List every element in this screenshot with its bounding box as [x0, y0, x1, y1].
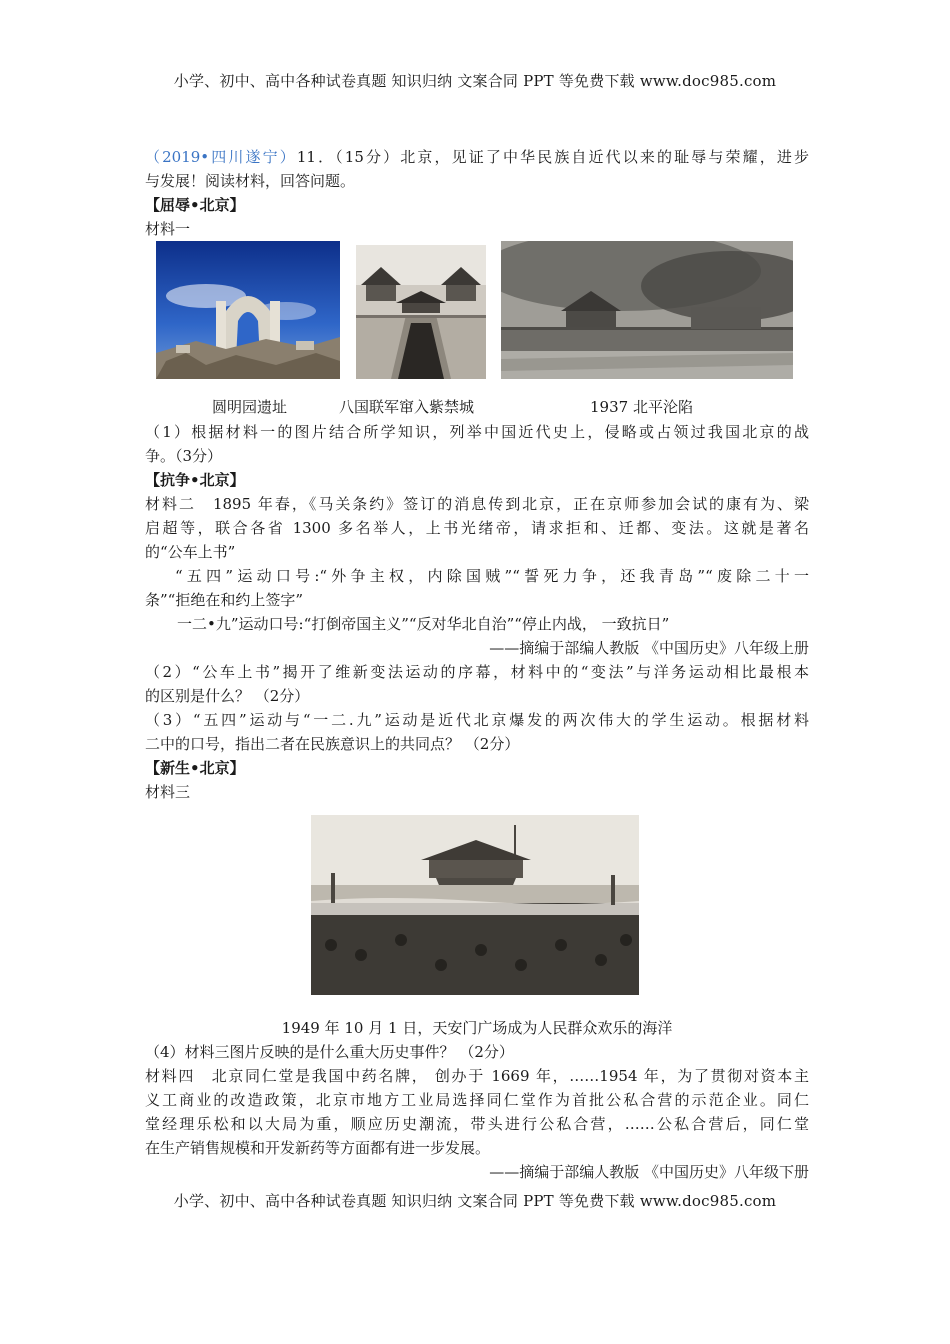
material-2-line-3: 的“公车上书”	[145, 543, 236, 561]
section-3-questions-and-material-4	[145, 1016, 809, 1184]
material-4-line-2: 义工商业的改造政策，北京市地方工业局选择同仁堂作为首批公私合营的示范企业。同仁	[145, 1091, 809, 1109]
material-4-line-3: 堂经理乐松和以大局为重，顺应历史潮流，带头进行公私合营，……公私合营后，同仁堂	[145, 1115, 809, 1133]
section-heading-new-birth: 【新生•北京】	[145, 759, 245, 777]
material-4-citation: ——摘编于部编人教版 《中国历史》八年级下册	[489, 1163, 809, 1181]
section-1-question-and-section-2	[145, 420, 809, 804]
intro-line-2: 与发展！阅读材料，回答问题。	[145, 172, 356, 190]
material-2-line-1: 材料二 1895 年春，《马关条约》签订的消息传到北京，正在京师参加会试的康有为、梁	[145, 495, 809, 513]
page-header: 小学、初中、高中各种试卷真题 知识归纳 文案合同 PPT 等免费下载 www.doc985.com	[173, 72, 777, 90]
material-2-december-ninth-slogans: 一二•九”运动口号:“打倒帝国主义”“反对华北自治”“停止内战， 一致抗日”	[177, 615, 670, 633]
photo-beiping-fall-1937	[501, 241, 793, 379]
caption-beiping-fall: 1937 北平沦陷	[590, 398, 693, 416]
intro-line-1: （2019•四川遂宁）11．（15分）北京，见证了中华民族自近代以来的耻辱与荣耀，进步	[145, 148, 809, 166]
material-3-label: 材料三	[145, 783, 191, 801]
material-2-line-2: 启超等，联合各省 1300 多名举人，上书光绪帝，请求拒和、迁都、变法。这就是著名	[145, 519, 809, 537]
caption-yuanmingyuan: 圆明园遗址	[212, 398, 288, 416]
question-1-line-2: 争。（3分）	[145, 447, 223, 465]
caption-tiananmen: 1949 年 10 月 1 日，天安门广场成为人民群众欢乐的海洋	[281, 1019, 673, 1037]
question-2-line-2: 的区别是什么？ （2分）	[145, 687, 310, 705]
question-3-line-2: 二中的口号，指出二者在民族意识上的共同点？ （2分）	[145, 735, 520, 753]
photo-tiananmen-founding-ceremony	[311, 815, 639, 995]
question-2-line-1: （2）“公车上书”揭开了维新变法运动的序幕，材料中的“变法”与洋务运动相比最根本	[145, 663, 809, 681]
material-1-label: 材料一	[145, 220, 191, 238]
photo-yuanmingyuan-ruins	[156, 241, 340, 379]
question-3-line-1: （3）“五四”运动与“一二.九”运动是近代北京爆发的两次伟大的学生运动。根据材料	[145, 711, 809, 729]
material-2-citation: ——摘编于部编人教版 《中国历史》八年级上册	[489, 639, 809, 657]
material-2-line-5: 条”“拒绝在和约上签字”	[145, 591, 304, 609]
section-heading-struggle: 【抗争•北京】	[145, 471, 245, 489]
question-1-line-1: （1）根据材料一的图片结合所学知识，列举中国近代史上，侵略或占领过我国北京的战	[145, 423, 809, 441]
photo-eight-nation-alliance-forbidden-city	[356, 245, 486, 379]
material-4-line-1: 材料四 北京同仁堂是我国中药名牌， 创办于 1669 年，……1954 年，为了贯彻对资本主	[145, 1067, 809, 1085]
caption-eight-nation-alliance: 八国联军窜入紫禁城	[339, 398, 475, 416]
material-4-line-4: 在生产销售规模和开发新药等方面都有进一步发展。	[145, 1139, 491, 1157]
question-source: （2019•四川遂宁）	[145, 148, 297, 166]
question-intro	[145, 145, 809, 241]
page-footer: 小学、初中、高中各种试卷真题 知识归纳 文案合同 PPT 等免费下载 www.doc985.com	[173, 1192, 777, 1210]
material-2-may-fourth-slogans: “五四”运动口号:“外争主权，内除国贼”“誓死力争，还我青岛”“废除二十一	[175, 567, 809, 585]
question-4: （4）材料三图片反映的是什么重大历史事件？ （2分）	[145, 1043, 514, 1061]
section-heading-humiliation: 【屈辱•北京】	[145, 196, 245, 214]
